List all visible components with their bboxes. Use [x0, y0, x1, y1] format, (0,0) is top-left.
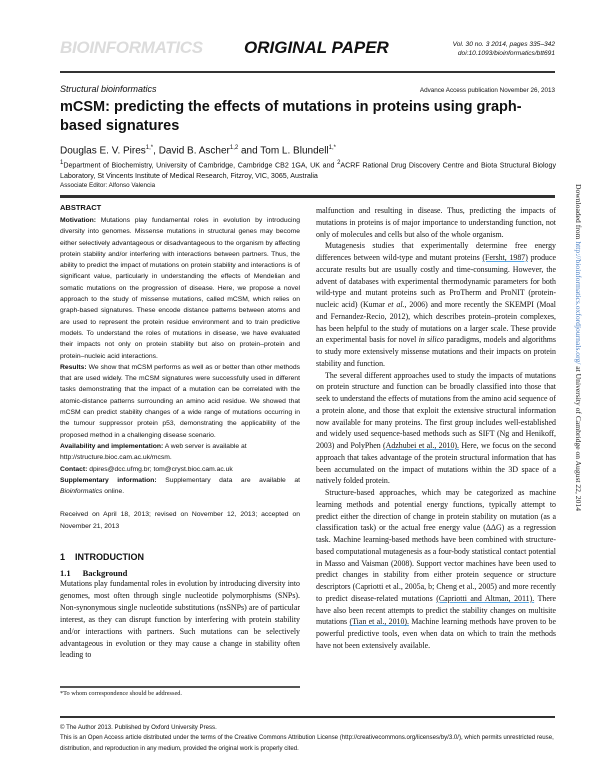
copyright-line: © The Author 2013. Published by Oxford University Press.: [60, 724, 217, 731]
author-affil: 1,*: [328, 145, 336, 151]
text: Mutations play fundamental roles in evolution by introducing diversity into genomes. Missense mutations in structural genes may become either selectively advantageous or disadvantageous to the organism by affecting protein stability and/or interfering with interactions between partners. Thus, the ability to predict the impact of mutations on protein stability and interactions is of significant value, particularly in understanding the effects of Mendelian and somatic mutations on the progression of disease. Here, we propose a novel approach to the study of missense mutations, called mCSM, which relies on graph-based signatures. These encode distance patterns between atoms and are used to represent the protein residue environment and to train predictive models. To understand the roles of mutations in disease, we have evaluated their impacts not only on protein stability but also on protein–protein and protein–nucleic acid interactions.: [60, 217, 300, 360]
journal-name: BIOINFORMATICS: [60, 38, 203, 57]
citation-link[interactable]: (Tian et al., 2010).: [349, 617, 410, 627]
author-name: Tom L. Blundell: [260, 145, 329, 157]
paragraph: malfunction and resulting in disease. Thus, predicting the impacts of mutations in proteins is of major importance to understanding function, not only of molecules and cells but also of the whole organism.: [316, 206, 556, 239]
left-column: [60, 202, 300, 661]
title-rule: [60, 195, 555, 198]
paper-title: mCSM: predicting the effects of mutations in proteins using graph-based signatures: [60, 99, 522, 134]
label: Supplementary information:: [60, 476, 157, 484]
label: Availability and implementation:: [60, 442, 164, 450]
author-affil: 1,2: [229, 145, 239, 151]
affil-text: ACRF Rational Drug Discovery Centre and Biota Structural Biology Laboratory, St Vincents Institute of Medical Research, Fitzroy, VIC, 3065, Australia: [60, 161, 556, 180]
author-name: Douglas E. V. Pires: [60, 145, 146, 157]
text: Structure-based approaches, which may be categorized as machine learning methods and potential energy functions, typically attempt to predict either the direction of change in protein stability on mutation (as a classification task) or the actual free energy value (ΔΔG) as a regression task. Machine learning-based methods have been combined with structure-based computational mutagenesis as a four-body statistical contact potential in Masso and Vaisman (2008). Support vector machines have been used to predict changes in stability from either protein sequence or structure descriptors (Capriotti et al., 2005a, b; Cheng et al., 2005) and more recently to predict disease-related mutations: [316, 488, 556, 603]
text: Here, we focus on the second approach that takes advantage of the protein structural information that has been accumulated on the impact of mutations within the 3D space of a natively folded protein.: [316, 441, 556, 486]
paragraph: [316, 487, 556, 652]
text: Supplementary data are available at: [156, 476, 300, 484]
affil-marker: 1: [60, 160, 64, 166]
abstract-motivation: [60, 215, 300, 362]
section-title: INTRODUCTION: [75, 552, 145, 563]
download-notice: [574, 184, 583, 511]
text: Machine learning methods have proven to be powerful predictive tools, even when data on which to train the methods have not been extensively available.: [316, 617, 556, 650]
citation-link[interactable]: (Capriotti and Altman, 2011).: [436, 593, 535, 603]
text: Downloaded from: [574, 184, 583, 242]
label: Motivation:: [60, 217, 96, 224]
paragraph: [316, 240, 556, 369]
text: paradigms, models and algorithms to study more extensively missense mutations and their impacts on protein stability and function.: [316, 335, 556, 368]
text: The several different approaches used to study the impacts of mutations on protein structure and function can be broadly classified into those that seek to understand the effects of mutations from the amino acid sequence of a protein alone, and those that exploit the extensive structural information now available for many proteins. The first group includes well-established and widely used sequence-based methods such as SIFT (Ng and Henikoff, 2003) and PolyPhen: [316, 370, 557, 450]
abstract-supplementary: [60, 475, 300, 498]
section-number: 1: [60, 552, 66, 563]
citation-link[interactable]: (Fersht, 1987): [482, 253, 528, 262]
footer-rule: [60, 716, 555, 718]
header-rule: [60, 71, 555, 73]
label: Contact:: [60, 465, 88, 473]
text: , 2006) and more recently the SKEMPI (Moal and Fernandez-Recio, 2012), which describes protein–protein complexes, has been helpful to the study of mutations on a larger scale. These provide an experimental basis for novel: [316, 300, 556, 345]
abstract-contact: [60, 464, 300, 475]
received-dates: Received on April 18, 2013; revised on November 12, 2013; accepted on November 21, 2013: [60, 511, 300, 530]
abstract-heading: ABSTRACT: [60, 203, 102, 212]
author-sep: and: [238, 145, 261, 157]
text: Mutagenesis studies that experimentally determine free energy differences between wild-type and mutant proteins: [316, 241, 556, 262]
paper-type: ORIGINAL PAPER: [244, 38, 389, 57]
web-server-link[interactable]: A web server is available at http://structure.bioc.cam.ac.uk/mcsm.: [60, 442, 247, 462]
citation-link[interactable]: (Adzhubei et al., 2010).: [383, 441, 460, 450]
paragraph: [316, 370, 556, 488]
text: et al.: [387, 300, 405, 309]
subsection-number: 1.1: [60, 568, 71, 579]
author-affil: 1,*: [145, 145, 154, 151]
copyright-notice: [60, 723, 556, 754]
affil-text: Department of Biochemistry, University of Cambridge, Cambridge CB2 1GA, UK and: [63, 161, 338, 170]
advance-access: Advance Access publication November 26, 2013: [419, 87, 555, 94]
volume-info: [453, 40, 555, 58]
abstract-results: [60, 362, 300, 441]
text: in silico: [418, 335, 445, 345]
journal-link[interactable]: http://bioinformatics.oxfordjournals.org/: [574, 241, 583, 365]
license-text: This is an Open Access article distributed under the terms of the Creative Commons Attribution License (http://creativecommons.org/licenses/by/3.0/), which permits unrestricted reuse, distribution, and reproduction in any medium, provided the original work is properly cited.: [60, 734, 554, 752]
journal-italic: Bioinformatics: [60, 488, 103, 496]
label: Results:: [60, 363, 87, 371]
author-name: David B. Ascher: [158, 145, 230, 157]
text: produce accurate results but are usually costly and time-consuming. However, the advent of databases with experimental thermodynamic parameters for both wild-type and mutant proteins such as ProTherm and ProNIT (protein-nucleic acid) (Kumar: [316, 253, 556, 309]
text: There have also been recent attempts to predict the stability changes on multisite mutations: [316, 593, 556, 627]
contact-emails[interactable]: dpires@dcc.ufmg.br; tom@cryst.bioc.cam.ac.uk: [87, 465, 233, 473]
volume: Vol. 30 no. 3 2014, pages 335–342: [452, 41, 555, 48]
affil-marker: 2: [337, 160, 341, 166]
section-heading-introduction: [60, 552, 300, 562]
author-list: [60, 145, 336, 156]
footnote-rule: [60, 686, 300, 688]
affiliations: [60, 158, 556, 181]
section-label: Structural bioinformatics: [60, 84, 157, 94]
abstract-availability: [60, 441, 300, 464]
text: We show that mCSM performs as well as or better than other methods that are used widely. The mCSM signatures were successfully used in different tasks demonstrating that the impact of a mutation can be correlated with the atomic-distance patterns surrounding an amino acid residue. We showed that mCSM can predict stability changes of a wide range of mutations occurring in the tumour suppressor protein p53, demonstrating the applicability of the proposed method in a challenging disease scenario.: [60, 363, 300, 439]
correspondence-footnote: *To whom correspondence should be addressed.: [60, 690, 182, 697]
subsection-title: Background: [82, 568, 128, 579]
right-column: [316, 205, 556, 652]
author-sep: ,: [153, 145, 159, 157]
text: at University of Cambridge on August 22, 2014: [574, 364, 583, 511]
text: online.: [102, 488, 125, 496]
intro-paragraph: Mutations play fundamental roles in evolution by introducing diversity into genomes, most often through single nucleotide polymorphisms (SNPs). Non-synonymous single nucleotide substitutions (nsSNPs) are of particular interest, as they can disrupt function by interfering with protein stability and/or interactions with partners. Such mutations can be selectively advantageous in evolution or they may cause a change in stability often leading to: [60, 579, 300, 660]
doi: doi:10.1093/bioinformatics/btt691: [457, 50, 555, 57]
subsection-heading-background: [60, 568, 300, 578]
associate-editor: Associate Editor: Alfonso Valencia: [60, 182, 156, 189]
